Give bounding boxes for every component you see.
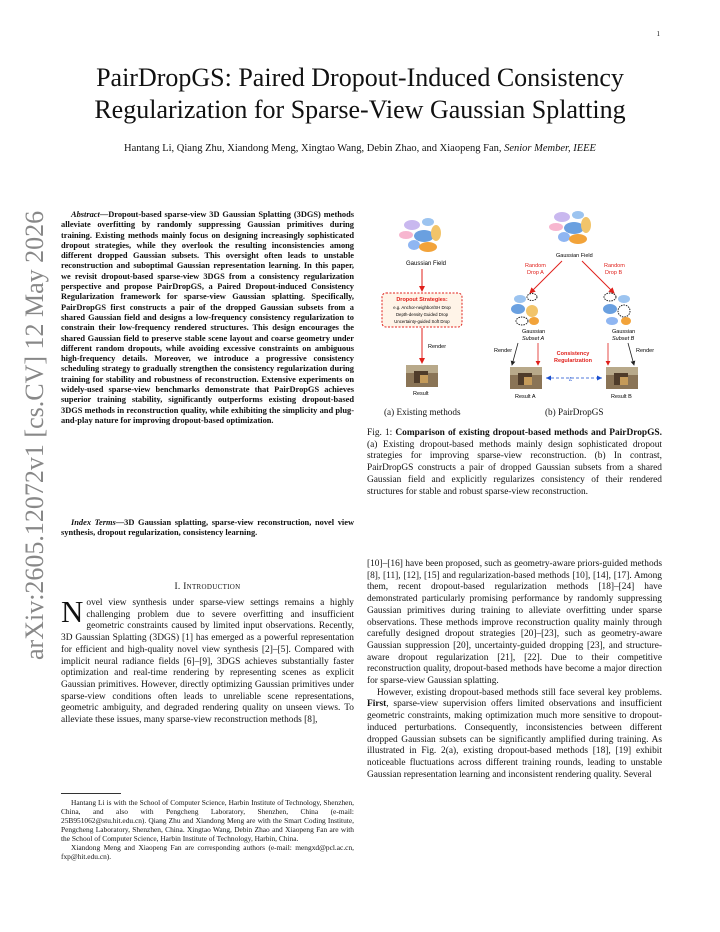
right-paragraph-2 <box>367 688 662 782</box>
svg-text:L: L <box>569 377 573 383</box>
abstract <box>61 210 354 426</box>
label-gaussian-field-a: Gaussian Field <box>406 261 447 267</box>
dropout-strategy-1: e.g. Anchor-neighbor/SH Drop <box>393 305 451 310</box>
right-paragraph-2-first: First <box>367 699 387 710</box>
label-subset-a-2: Subset A <box>522 336 545 342</box>
footnote-rule <box>61 793 121 794</box>
gaussian-subset-a <box>511 294 539 326</box>
figure-1 <box>370 205 670 415</box>
gaussian-field-b <box>549 211 591 244</box>
page-number: 1 <box>656 30 660 38</box>
result-image-b-a <box>510 367 542 389</box>
gaussian-subset-b <box>603 293 631 325</box>
label-random-drop-a-1: Random <box>525 263 546 269</box>
footnote-corresponding: Xiandong Meng and Xiaopeng Fan are corresponding authors (e-mail: mengxd@pcl.ac.cn, fxp@hit.edu.cn). <box>61 843 354 861</box>
label-render-a: Render <box>428 344 447 350</box>
dropout-strategy-2: Depth-density Guided Drop <box>395 312 449 317</box>
right-paragraph-2-start: However, existing dropout-based methods still face several key problems. <box>377 687 662 698</box>
right-body <box>367 559 662 781</box>
figure-1-diagram <box>370 205 670 415</box>
result-image-b-b <box>606 367 638 389</box>
right-paragraph-2-rest: , sparse-view supervision offers limited observations and insufficient geometric constraints, making optimization much more sensitive to dropout-induced perturbations. Consequently, inconsistencies between different dropped Gaussian subsets can be significantly amplified during training. As illustrated in Fig. 2(a), existing dropout-based methods [18], [19] exhibit noticeable fluctuations across different training rounds, leading to unstable Gaussian representation learning and inconsistent rendering quality. Several <box>367 699 662 780</box>
figure-caption <box>367 428 662 498</box>
label-gaussian-field-b: Gaussian Field <box>556 253 593 259</box>
label-random-drop-b-2: Drop B <box>605 270 623 276</box>
abstract-text: —Dropout-based sparse-view 3D Gaussian Splatting (3DGS) methods alleviate overfitting by randomly suppressing Gaussian primitives during training. Existing methods mainly focus on designing increasingly sophisticated dropout strategies, while they overlook the resulting inconsistencies among different dropped Gaussian subsets. This oversight often leads to unstable reconstruction and suboptimal Gaussian representation learning. In this paper, we revisit dropout-based sparse-view 3DGS from a consistency regularization perspective and propose PairDropGS, a Paired Dropout-induced Consistency Regularization framework for sparse-view Gaussian splatting. Specifically, PairDropGS first constructs a pair of the dropped Gaussian subsets from a shared Gaussian field and designs a low-frequency consistency regularization to constrain their low-frequency rendered structures. This design encourages the shared Gaussian field to preserve stable scene layout and coarse geometry under different random dropouts, while avoiding excessive constraints on ambiguous high-frequency details. Moreover, we introduce a progressive consistency scheduling strategy to gradually strengthen the consistency regularization during training for stability and robustness of reconstruction. Extensive experiments on widely-used sparse-view benchmarks demonstrate that PairDropGS achieves superior training stability, significantly outperforms existing dropout-based 3DGS methods in reconstruction quality, while exhibiting the simplicity and plug-and-play nature for improving dropout-based optimization. <box>61 210 354 425</box>
index-terms-text: —3D Gaussian splatting, sparse-view reconstruction, novel view synthesis, dropout regularization, consistency learning. <box>61 518 354 538</box>
label-render-b-left: Render <box>494 348 513 354</box>
intro-text: ovel view synthesis under sparse-view settings remains a highly challenging problem due to severe overfitting and insufficient geometric constraints caused by limited input observations. Recently, 3D Gaussian Splatting (3DGS) [1] has emerged as a powerful representation for efficient and high-quality novel view synthesis [2]–[5]. Compared with implicit neural radiance fields [6]–[9], 3DGS achieves substantially faster optimization and real-time rendering by representing scenes as explicit Gaussian primitives. However, directly optimizing Gaussian primitives under sparse-view conditions often leads to unreliable scene representations, geometric ambiguity, and degraded rendering quality on unseen views. To alleviate these issues, many sparse-view reconstruction methods [8], <box>61 598 354 726</box>
caption-lead: Fig. 1: <box>367 428 393 438</box>
author-suffix: Senior Member, IEEE <box>504 143 596 154</box>
result-image-a <box>406 365 438 387</box>
label-result-b-b: Result B <box>611 394 632 400</box>
label-render-b-right: Render <box>636 348 655 354</box>
footnote-affiliations: Hantang Li is with the School of Computer Science, Harbin Institute of Technology, Shenzhen, China, and also with Pengcheng Laboratory, Shenzhen, China (e-mail: 25B951062@stu.hit.edu.cn). Qiang Zhu and Xiandong Meng are with the Smart Coding Institute, Pengcheng Laboratory, Shenzhen, China. Xingtao Wang, Debin Zhao and Xiaopeng Fan are with the School of Computer Science, Harbin Institute of Technology, Harbin, China. <box>61 798 354 843</box>
dropout-strategy-3: Uncertainty-guided Soft Drop <box>394 319 450 324</box>
label-subset-a-1: Gaussian <box>522 329 546 335</box>
author-names: Hantang Li, Qiang Zhu, Xiandong Meng, Xingtao Wang, Debin Zhao, and Xiaopeng Fan, <box>124 143 502 154</box>
label-result-b-a: Result A <box>515 394 536 400</box>
caption-bold: Comparison of existing dropout-based methods and PairDropGS. <box>395 428 662 438</box>
section-title: I. Introduction <box>174 582 241 592</box>
dropout-strategies-title: Dropout Strategies: <box>396 297 448 303</box>
right-paragraph-1: [10]–[16] have been proposed, such as geometry-aware priors-guided methods [8], [11], [12], [15] and regularization-based methods [10], [14], [17]. Among them, recent dropout-based regularization methods [18]–[24] have demonstrated particularly promising performance by randomly suppressing Gaussian primitives during training to alleviate overfitting under sparse observations. These methods improve reconstruction quality mainly through carefully designed dropout strategies [20]–[23], such as geometry-aware Gaussian suppression [20], uncertainty-guided dropping [23], and structure-aware dropout regularization [21], [22]. Due to their competitive reconstruction quality, dropout-based methods have become a major direction for sparse-view Gaussian splatting. <box>367 559 662 687</box>
intro-paragraph <box>61 594 354 727</box>
caption-text: (a) Existing dropout-based methods mainly design sophisticated dropout strategies for improving sparse-view reconstruction. (b) In contrast, PairDropGS constructs a pair of dropped Gaussian subsets from a shared Gaussian field and explicitly regularizes consistency of their rendered structures for stable and robust sparse-view reconstruction. <box>367 439 662 497</box>
index-terms-lead: Index Terms <box>71 518 116 527</box>
section-heading <box>61 582 354 592</box>
arxiv-watermark: arXiv:2605.12072v1 [cs.CV] 12 May 2026 <box>20 210 49 660</box>
author-list <box>40 143 680 154</box>
label-consistency-1: Consistency <box>556 351 590 357</box>
subcaption-a: (a) Existing methods <box>384 407 461 417</box>
label-random-drop-b-1: Random <box>604 263 625 269</box>
label-consistency-2: Regularization <box>554 358 592 364</box>
label-subset-b-2: Subset B <box>612 336 635 342</box>
drop-cap: N <box>61 594 84 629</box>
footnotes <box>61 798 354 861</box>
label-random-drop-a-2: Drop A <box>527 270 544 276</box>
index-terms <box>61 518 354 539</box>
label-subset-b-1: Gaussian <box>612 329 636 335</box>
subcaption-b: (b) PairDropGS <box>545 407 604 417</box>
label-result-a: Result <box>413 391 429 397</box>
abstract-lead: Abstract <box>71 210 100 219</box>
gaussian-field-a <box>399 218 441 252</box>
paper-title: PairDropGS: Paired Dropout-Induced Consistency Regularization for Sparse-View Gaussian Splatting <box>94 63 626 124</box>
